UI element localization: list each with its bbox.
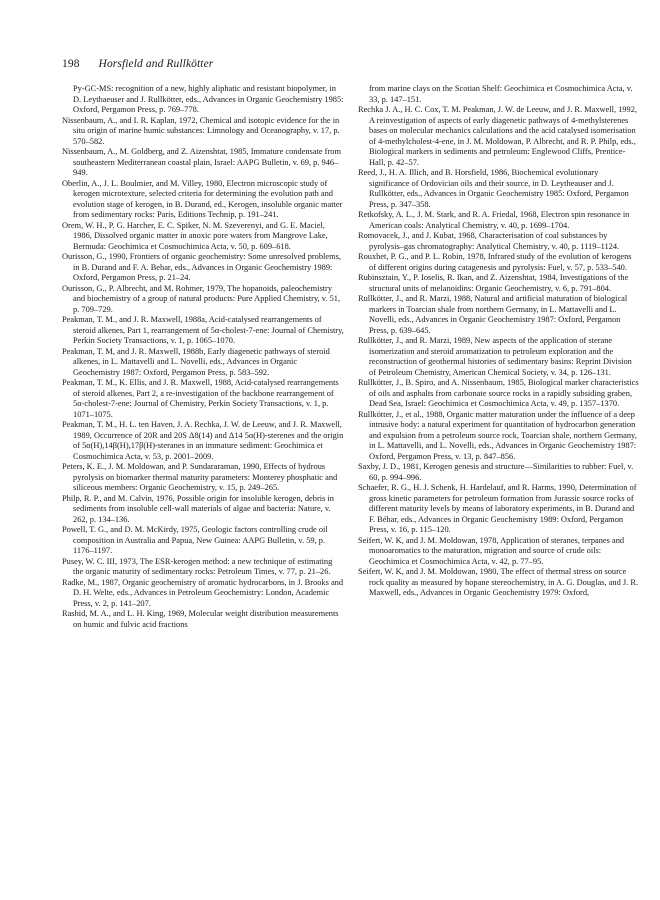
reference-entry: Peakman, T. M., and J. R. Maxwell, 1988a, Acid-catalysed rearrangements of steroid alkenes, Part 1, rearrangement of 5α-cholest-7-ene: Journal of Chemistry, Perkin Society Transactions, v. 1, p. 1065–1070. xyxy=(62,315,344,345)
reference-entry: Py-GC-MS: recognition of a new, highly aliphatic and resistant biopolymer, in D. Leythaeuser and J. Rullkötter, eds., Advances in Organic Geochemistry 1985: Oxford, Pergamon Press, p. 769–778. xyxy=(73,84,344,114)
reference-entry: Romovacek, J., and J. Kubat, 1968, Characterisation of coal substances by pyrolysis–gas chromatography: Analytical Chemistry, v. 40, p. 1119–1124. xyxy=(358,231,620,251)
reference-entry: Oberlin, A., J. L. Boulmier, and M. Villey, 1980, Electron microscopic study of kerogen microtexture, selected criteria for determining the evolution path and evolution stage of kerogen, in B. Durand, ed., Kerogen, insoluble organic matter from sedimentary rocks: Paris, Editions Technip, p. 191–241. xyxy=(62,178,343,219)
reference-entry: Retkofsky, A. L., J. M. Stark, and R. A. Friedal, 1968, Electron spin resonance in American coals: Analytical Chemistry, v. 40, p. 1699–1704. xyxy=(358,210,630,230)
reference-entry: Ourisson, G., 1990, Frontiers of organic geochemistry: Some unresolved problems, in B. Durand and F. A. Behar, eds., Advances in Organic Geochemistry 1989: Oxford, Pergamon Press, p. 21–24. xyxy=(62,252,341,282)
reference-entry: Rubinsztain, Y., P. Ioselis, R. Ikan, and Z. Aizenshtat, 1984, Investigations of the structural units of melanoidins: Organic Geochemistry, v. 6, p. 791–804. xyxy=(358,273,629,293)
reference-entry: Rouxhet, P. G., and P. L. Robin, 1978, Infrared study of the evolution of kerogens of different origins during catagenesis and pyrolysis: Fuel, v. 57, p. 533–540. xyxy=(358,252,632,272)
page-number: 198 xyxy=(62,58,80,70)
reference-entry: Seifert, W. K, and J. M. Moldowan, 1978, Application of steranes, terpanes and monoaromatics to the maturation, migration and source of crude oils: Geochimica et Cosmochimica Acta, v. 42, p. 77–95. xyxy=(358,535,625,566)
reference-entry: Rullkötter, J., B. Spiro, and A. Nissenbaum, 1985, Biological marker characteristics of oils and asphalts from carbonate source rocks in a rapidly subsiding graben, Dead Sea, Israel: Geochimica et Cosmochimica Acta, v. 49, p. 1357–1370. xyxy=(358,378,639,408)
references-right-column xyxy=(358,84,640,599)
reference-entry: Nissenbaum, A., M. Goldberg, and Z. Aizenshtat, 1985, Immature condensate from southeastern Mediterranean coastal plain, Israel: AAPG Bulletin, v. 69, p. 946–949. xyxy=(62,147,341,177)
reference-entry: Schaefer, R. G., H. J. Schenk, H. Hardelauf, and R. Harms, 1990, Determination of gross kinetic parameters for petroleum formation from Jurassic source rocks of different maturity levels by means of laboratory experiments, in B. Durand and F. Béhar, eds., Advances in Organic Geochemistry 1989: Oxford, Pergamon Press, v. 16, p. 115–120. xyxy=(358,483,637,534)
reference-entry: Peakman, T. M., K. Ellis, and J. R. Maxwell, 1988, Acid-catalysed rearrangements of steroid alkenes, Part 2, a re-investigation of the backbone rearrangement of 5α-cholest-7-ene: Journal of Chemistry, Perkin Society Transactions, v. 1, p. 1071–1075. xyxy=(62,378,339,419)
reference-entry: from marine clays on the Scotian Shelf: Geochimica et Cosmochimica Acta, v. 33, p. 147–151. xyxy=(369,84,633,104)
reference-entry: Radke, M., 1987, Organic geochemistry of aromatic hydrocarbons, in J. Brooks and D. H. Welte, eds., Advances in Petroleum Geochemistry: London, Academic Press, v. 2, p. 141–207. xyxy=(62,577,344,608)
reference-entry: Rechka J. A., H. C. Cox, T. M. Peakman, J. W. de Leeuw, and J. R. Maxwell, 1992, A reinvestigation of aspects of early diagenetic pathways of 4-methylsterenes bases on molecular mechanics calculations and the acid catalysed isomerisation of 4-methylcholest-4-ene, in J. M. Moldowan, P. Albrecht, and R. P. Philp, eds., Biological markers in sediments and petroleum: Englewood Cliffs, Prentice-Hall, p. 42–57. xyxy=(358,105,637,167)
reference-entry: Saxby, J. D., 1981, Kerogen genesis and structure—Similarities to rubber: Fuel, v. 60, p. 994–996. xyxy=(358,462,634,482)
reference-entry: Peakman, T. M., H. L. ten Haven, J. A. Rechka, J. W. de Leeuw, and J. R. Maxwell, 1989, Occurrence of 20R and 20S Δ8(14) and Δ14 5α(H)-sterenes and the origin of 5α(H),14β(H),17β(H)-steranes in an immature sediment: Geochimica et Cosmochimica Acta, v. 53, p. 2001–2009. xyxy=(62,420,344,461)
running-title: Horsfield and Rullkötter xyxy=(98,58,214,70)
reference-entry: Peters, K. E., J. M. Moldowan, and P. Sundararaman, 1990, Effects of hydrous pyrolysis on biomarker thermal maturity parameters: Monterey phosphatic and siliceous members: Organic Geochemistry, v. 15, p. 249–265. xyxy=(62,462,338,492)
reference-entry: Nissenbaum, A., and I. R. Kaplan, 1972, Chemical and isotopic evidence for the in situ origin of marine humic substances: Limnology and Oceanography, v. 17, p. 570–582. xyxy=(62,115,340,146)
reference-entry: Pusey, W. C. III, 1973, The ESR-kerogen method: a new technique of estimating the organic maturity of sedimentary rocks: Petroleum Times, v. 77, p. 21–26. xyxy=(62,556,333,576)
reference-entry: Philp, R. P., and M. Calvin, 1976, Possible origin for insoluble kerogen, debris in sediments from insoluble cell-wall materials of algae and bacteria: Nature, v. 262, p. 134–136. xyxy=(62,493,334,524)
running-header xyxy=(62,58,213,70)
reference-entry: Seifert, W. K, and J. M. Moldowan, 1980, The effect of thermal stress on source rock quality as measured by hopane stereochemistry, in A. G. Douglas, and J. R. Maxwell, eds., Advances in Organic Geochemistry 1979: Oxford, xyxy=(358,567,639,597)
reference-entry: Rullkötter, J., and R. Marzi, 1988, Natural and artificial maturation of biological markers in Toarcian shale from northern Germany, in L. Mattavelli and L. Novelli, eds., Advances in Organic Geochemistry 1987: Oxford, Pergamon Press, p. 639–645. xyxy=(358,294,628,335)
reference-entry: Orem, W. H., P. G. Harcher, E. C. Spiker, N. M. Szeverenyi, and G. E. Maciel, 1986, Dissolved organic matter in anoxic pore waters from Mangrove Lake, Bermuda: Geochimica et Cosmochimica Acta, v. 50, p. 609–618. xyxy=(62,220,328,251)
reference-entry: Rullkötter, J., and R. Marzi, 1989, New aspects of the application of sterane isomerization and steroid aromatization to petroleum exploration and the reconstruction of geothermal histories of sedimentary basins: Reprint Division of Petroleum Chemistry, American Chemical Society, v. 34, p. 126–131. xyxy=(358,336,632,377)
references-left-column xyxy=(62,84,344,630)
reference-entry: Rullkötter, J., et al., 1988, Organic matter maturation under the influence of a deep intrusive body: a natural experiment for quantitation of hydrocarbon generation and expulsion from a petroleum source rock, Toarcian shale, northern Germany, in L. Mattavelli, and L. Novelli, eds., Advances in Organic Geochemistry 1987: Oxford, Pergamon Press, v. 13, p. 847–856. xyxy=(358,409,637,461)
reference-entry: Ourisson, G., P. Albrecht, and M. Rohmer, 1979, The hopanoids, paleochemistry and biochemistry of a group of natural products: Pure Applied Chemistry, v. 51, p. 709–729. xyxy=(62,283,341,314)
reference-entry: Reed, J., H. A. Illich, and B. Horsfield, 1986, Biochemical evolutionary significance of Ordovician oils and their source, in D. Leytheauser and J. Rullkötter, eds., Advances in Organic Geochemistry 1985: Oxford, Pergamon Press, p. 347–358. xyxy=(358,168,629,209)
reference-entry: Powell, T. G., and D. M. McKirdy, 1975, Geologic factors controlling crude oil composition in Australia and Papua, New Guinea: AAPG Bulletin, v. 59, p. 1176–1197. xyxy=(62,525,328,555)
reference-entry: Peakman, T. M, and J. R. Maxwell, 1988b, Early diagenetic pathways of steroid alkenes, in L. Mattavelli and L. Novelli, eds., Advances in Organic Geochemistry 1987: Oxford, Pergamon Press, p. 583–592. xyxy=(62,346,330,377)
reference-entry: Rashid, M. A., and L. H. King, 1969, Molecular weight distribution measurements on humic and fulvic acid fractions xyxy=(62,609,339,629)
